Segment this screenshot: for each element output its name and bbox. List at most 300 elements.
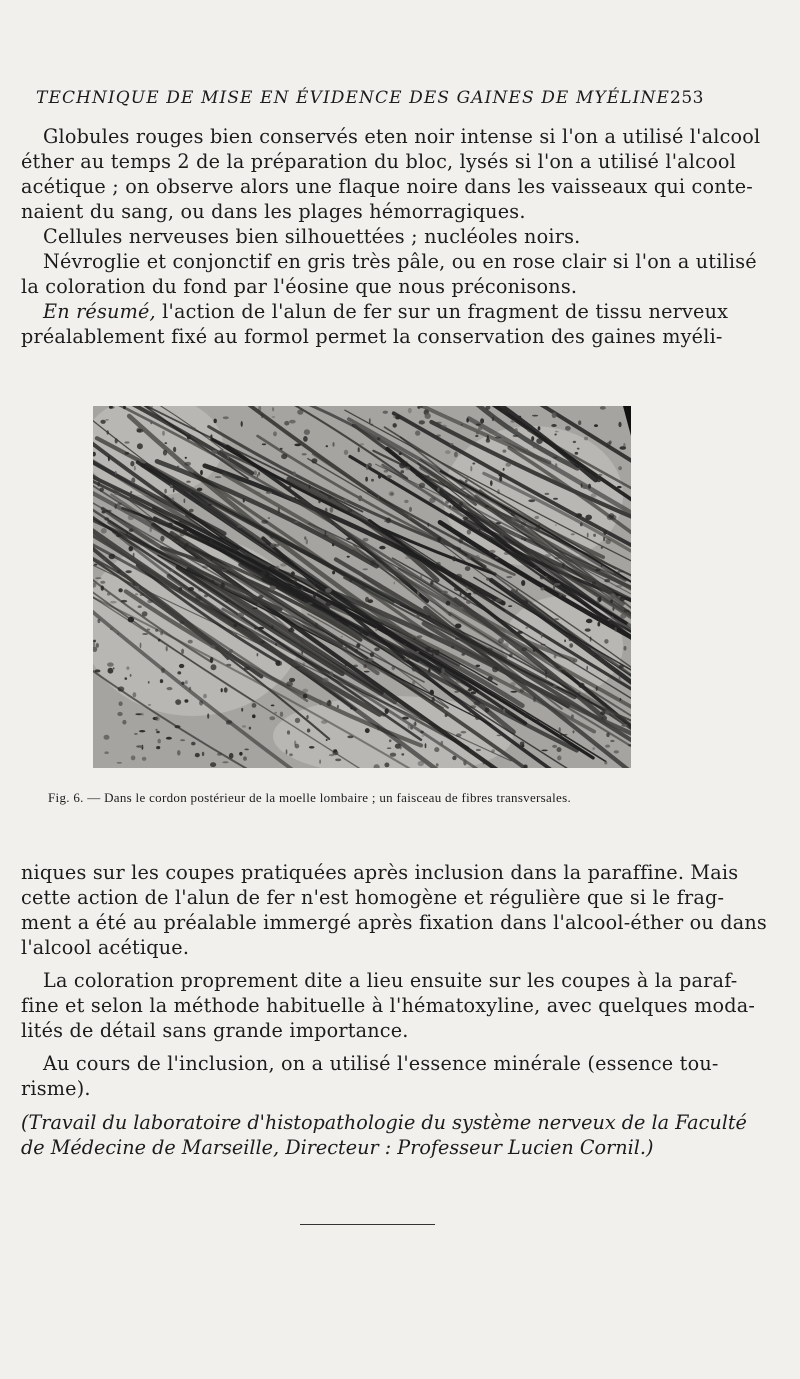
cell-nucleus <box>128 515 134 520</box>
cell-nucleus <box>451 646 454 649</box>
end-rule <box>300 1224 435 1225</box>
cell-nucleus <box>378 473 381 479</box>
cell-nucleus <box>452 756 456 760</box>
cell-nucleus <box>179 587 182 591</box>
cell-nucleus <box>559 593 562 596</box>
cell-nucleus <box>533 697 536 703</box>
cell-nucleus <box>418 761 424 766</box>
cell-nucleus <box>239 752 242 756</box>
cell-nucleus <box>503 709 505 714</box>
cell-nucleus <box>475 716 479 720</box>
cell-nucleus <box>592 747 595 750</box>
cell-nucleus <box>107 593 110 596</box>
cell-nucleus <box>620 698 622 701</box>
cell-nucleus <box>404 659 406 662</box>
cell-nucleus <box>562 563 564 569</box>
cell-nucleus <box>584 437 588 441</box>
cell-nucleus <box>229 753 234 759</box>
text-line: acétique ; on observe alors une flaque noire dans les vaisseaux qui conte- <box>21 175 753 198</box>
cell-nucleus <box>186 481 190 483</box>
cell-nucleus <box>196 502 199 504</box>
cell-nucleus <box>332 571 335 575</box>
text-line: fine et selon la méthode habituelle à l'hématoxyline, avec quelques moda- <box>21 994 756 1017</box>
cell-nucleus <box>180 531 185 536</box>
cell-nucleus <box>445 450 451 454</box>
cell-nucleus <box>186 543 189 547</box>
cell-nucleus <box>384 520 387 522</box>
cell-nucleus <box>513 533 518 537</box>
cell-nucleus <box>108 668 114 674</box>
cell-nucleus <box>289 420 296 424</box>
cell-nucleus <box>214 419 217 424</box>
cell-nucleus <box>427 615 431 617</box>
cell-nucleus <box>459 538 464 543</box>
cell-nucleus <box>465 480 467 483</box>
cell-nucleus <box>539 524 541 529</box>
cell-nucleus <box>347 509 352 512</box>
cell-nucleus <box>211 450 217 454</box>
cell-nucleus <box>223 416 229 419</box>
cell-nucleus <box>260 641 265 644</box>
cell-nucleus <box>332 751 338 756</box>
cell-nucleus <box>559 734 562 737</box>
cell-nucleus <box>437 537 441 542</box>
paragraph <box>21 224 707 249</box>
cell-nucleus <box>179 621 184 625</box>
cell-nucleus <box>97 482 100 487</box>
cell-nucleus <box>295 666 300 668</box>
cell-nucleus <box>255 492 261 494</box>
cell-nucleus <box>355 649 358 653</box>
cell-nucleus <box>452 556 456 561</box>
cell-nucleus <box>371 479 374 482</box>
cell-nucleus <box>155 629 158 632</box>
cell-nucleus <box>332 543 334 546</box>
cell-nucleus <box>525 627 528 629</box>
cell-nucleus <box>408 408 412 413</box>
cell-nucleus <box>171 497 174 501</box>
cell-nucleus <box>524 714 529 718</box>
cell-nucleus <box>504 552 510 555</box>
cell-nucleus <box>278 507 280 513</box>
cell-nucleus <box>534 567 538 570</box>
cell-nucleus <box>107 662 114 666</box>
cell-nucleus <box>136 745 143 748</box>
cell-nucleus <box>528 499 535 502</box>
cell-nucleus <box>177 466 180 468</box>
cell-nucleus <box>531 436 534 441</box>
cell-nucleus <box>545 675 547 679</box>
cell-nucleus <box>533 447 538 449</box>
cell-nucleus <box>475 555 480 560</box>
cell-nucleus <box>95 577 101 579</box>
cell-nucleus <box>541 632 543 638</box>
cell-nucleus <box>370 424 373 426</box>
cell-nucleus <box>140 593 144 596</box>
cell-nucleus <box>555 463 557 468</box>
cell-nucleus <box>197 488 203 492</box>
cell-nucleus <box>233 547 237 553</box>
cell-nucleus <box>492 417 494 421</box>
cell-nucleus <box>441 741 444 746</box>
cell-nucleus <box>468 593 472 596</box>
cell-nucleus <box>470 705 477 708</box>
cell-nucleus <box>454 452 458 458</box>
cell-nucleus <box>495 437 501 439</box>
cell-nucleus <box>189 687 191 691</box>
cell-nucleus <box>164 489 167 494</box>
cell-nucleus <box>204 594 208 597</box>
cell-nucleus <box>270 534 274 538</box>
cell-nucleus <box>110 627 113 630</box>
cell-nucleus <box>620 613 626 618</box>
cell-nucleus <box>365 477 368 482</box>
cell-nucleus <box>461 653 465 656</box>
paragraph <box>21 860 767 960</box>
cell-nucleus <box>211 558 213 561</box>
cell-nucleus <box>134 466 136 471</box>
cell-nucleus <box>545 672 547 674</box>
cell-nucleus <box>169 569 174 571</box>
cell-nucleus <box>188 640 193 644</box>
cell-nucleus <box>593 534 596 537</box>
cell-nucleus <box>508 605 512 607</box>
cell-nucleus <box>600 406 606 410</box>
cell-nucleus <box>526 449 528 454</box>
cell-nucleus <box>293 472 296 477</box>
cell-nucleus <box>271 705 275 707</box>
cell-nucleus <box>101 585 104 590</box>
cell-nucleus <box>227 455 229 459</box>
cell-nucleus <box>174 536 181 541</box>
cell-nucleus <box>401 470 405 473</box>
cell-nucleus <box>377 725 379 731</box>
cell-nucleus <box>588 484 591 489</box>
cell-nucleus <box>160 536 164 542</box>
cell-nucleus <box>156 729 158 731</box>
cell-nucleus <box>387 475 392 478</box>
cell-nucleus <box>445 713 448 717</box>
cell-nucleus <box>503 408 509 414</box>
cell-nucleus <box>110 406 115 408</box>
cell-nucleus <box>461 424 463 426</box>
cell-nucleus <box>513 435 518 437</box>
cell-nucleus <box>222 569 229 571</box>
cell-nucleus <box>455 638 459 640</box>
cell-nucleus <box>404 461 407 463</box>
cell-nucleus <box>466 555 471 560</box>
cell-nucleus <box>588 699 590 702</box>
cell-nucleus <box>502 534 504 539</box>
cell-nucleus <box>506 576 512 578</box>
cell-nucleus <box>487 676 492 681</box>
cell-nucleus <box>170 484 173 488</box>
cell-nucleus <box>543 448 547 451</box>
cell-nucleus <box>418 407 421 409</box>
cell-nucleus <box>590 637 592 642</box>
cell-nucleus <box>592 581 596 585</box>
cell-nucleus <box>306 602 313 604</box>
cell-nucleus <box>225 600 229 602</box>
cell-nucleus <box>598 474 603 476</box>
cell-nucleus <box>113 667 115 669</box>
cell-nucleus <box>118 588 122 592</box>
cell-nucleus <box>288 486 291 489</box>
cell-nucleus <box>302 662 305 666</box>
cell-nucleus <box>490 480 493 486</box>
cell-nucleus <box>362 586 368 589</box>
cell-nucleus <box>476 431 479 435</box>
cell-nucleus <box>192 427 196 431</box>
cell-nucleus <box>309 485 311 489</box>
cell-nucleus <box>301 588 304 591</box>
cell-nucleus <box>203 694 207 699</box>
cell-nucleus <box>266 492 272 494</box>
cell-nucleus <box>463 760 466 766</box>
cell-nucleus <box>624 646 627 651</box>
cell-nucleus <box>375 628 377 631</box>
cell-nucleus <box>612 607 614 611</box>
cell-nucleus <box>564 639 566 642</box>
cell-nucleus <box>117 570 121 573</box>
paragraph <box>21 124 761 224</box>
cell-nucleus <box>608 619 611 621</box>
text-line <box>21 299 729 324</box>
cell-nucleus <box>124 441 129 443</box>
cell-nucleus <box>322 678 329 683</box>
cell-nucleus <box>160 631 163 635</box>
cell-nucleus <box>452 546 456 549</box>
cell-nucleus <box>319 760 321 764</box>
cell-nucleus <box>385 708 389 714</box>
cell-nucleus <box>554 618 560 620</box>
cell-nucleus <box>221 582 225 588</box>
text-line: de Médecine de Marseille, Directeur : Professeur Lucien Cornil.) <box>21 1136 654 1159</box>
cell-nucleus <box>158 639 161 642</box>
cell-nucleus <box>374 648 380 652</box>
cell-nucleus <box>554 655 557 659</box>
cell-nucleus <box>130 491 132 493</box>
cell-nucleus <box>151 522 153 524</box>
cell-nucleus <box>387 747 391 749</box>
cell-nucleus <box>175 725 181 728</box>
cell-nucleus <box>553 457 558 459</box>
cell-nucleus <box>536 438 543 444</box>
cell-nucleus <box>614 572 620 575</box>
cell-nucleus <box>243 756 247 760</box>
cell-nucleus <box>578 683 584 688</box>
cell-nucleus <box>224 687 228 692</box>
cell-nucleus <box>533 649 536 651</box>
cell-nucleus <box>371 560 376 566</box>
cell-nucleus <box>131 755 136 760</box>
cell-nucleus <box>104 517 109 520</box>
cell-nucleus <box>610 593 615 599</box>
cell-nucleus <box>325 602 331 606</box>
cell-nucleus <box>119 701 123 706</box>
cell-nucleus <box>489 600 494 603</box>
cell-nucleus <box>417 591 420 596</box>
cell-nucleus <box>470 466 472 471</box>
cell-nucleus <box>344 450 348 455</box>
cell-nucleus <box>557 756 561 761</box>
cell-nucleus <box>260 571 266 575</box>
cell-nucleus <box>271 625 273 629</box>
cell-nucleus <box>108 456 110 462</box>
cell-nucleus <box>280 448 283 450</box>
cell-nucleus <box>135 593 138 595</box>
cell-nucleus <box>268 517 270 519</box>
cell-nucleus <box>155 716 160 721</box>
cell-nucleus <box>413 638 415 641</box>
cell-nucleus <box>134 733 138 735</box>
cell-nucleus <box>392 666 396 671</box>
cell-nucleus <box>476 665 481 667</box>
cell-nucleus <box>467 529 471 534</box>
cell-nucleus <box>332 442 334 447</box>
cell-nucleus <box>167 523 173 528</box>
cell-nucleus <box>116 535 121 537</box>
cell-nucleus <box>306 715 308 719</box>
cell-nucleus <box>425 475 430 477</box>
cell-nucleus <box>545 493 550 495</box>
cell-nucleus <box>280 712 283 717</box>
cell-nucleus <box>597 622 600 627</box>
cell-nucleus <box>426 647 431 653</box>
cell-nucleus <box>289 678 295 682</box>
cell-nucleus <box>497 735 502 737</box>
text-line: Au cours de l'inclusion, on a utilisé l'essence minérale (essence tou- <box>43 1052 719 1075</box>
cell-nucleus <box>114 493 119 495</box>
cell-nucleus <box>437 487 439 491</box>
cell-nucleus <box>363 664 366 668</box>
cell-nucleus <box>313 582 316 586</box>
cell-nucleus <box>133 553 135 558</box>
cell-nucleus <box>211 664 217 670</box>
cell-nucleus <box>554 583 560 586</box>
cell-nucleus <box>474 701 481 705</box>
cell-nucleus <box>249 727 251 730</box>
cell-nucleus <box>335 759 341 762</box>
cell-nucleus <box>486 438 490 442</box>
cell-nucleus <box>294 740 296 745</box>
cell-nucleus <box>544 554 550 558</box>
cell-nucleus <box>541 644 546 646</box>
cell-nucleus <box>430 581 433 585</box>
cell-nucleus <box>103 558 106 561</box>
cell-nucleus <box>114 504 117 509</box>
cell-nucleus <box>313 593 316 598</box>
cell-nucleus <box>394 582 396 585</box>
cell-nucleus <box>117 633 119 635</box>
cell-nucleus <box>261 414 263 419</box>
cell-nucleus <box>323 535 329 537</box>
cell-nucleus <box>207 713 209 718</box>
cell-nucleus <box>503 468 505 471</box>
cell-nucleus <box>475 435 478 437</box>
cell-nucleus <box>517 631 523 634</box>
laboratory-credit <box>21 1110 747 1160</box>
cell-nucleus <box>359 630 362 634</box>
cell-nucleus <box>318 500 320 503</box>
text-line: ment a été au préalable immergé après fixation dans l'alcool-éther ou dans <box>21 911 767 934</box>
cell-nucleus <box>202 752 204 756</box>
cell-nucleus <box>586 619 593 623</box>
cell-nucleus <box>360 443 364 445</box>
cell-nucleus <box>565 426 571 431</box>
paragraph <box>21 299 729 349</box>
text-line: cette action de l'alun de fer n'est homogène et régulière que si le frag- <box>21 886 725 909</box>
cell-nucleus <box>536 719 539 723</box>
cell-nucleus <box>445 500 449 504</box>
cell-nucleus <box>254 470 257 475</box>
cell-nucleus <box>356 643 360 648</box>
cell-nucleus <box>521 538 524 540</box>
cell-nucleus <box>446 601 451 606</box>
cell-nucleus <box>184 499 186 504</box>
cell-nucleus <box>511 420 516 422</box>
cell-nucleus <box>302 689 308 693</box>
cell-nucleus <box>581 483 583 488</box>
cell-nucleus <box>400 745 402 749</box>
text-line: (Travail du laboratoire d'histopathologie du système nerveux de la Faculté <box>21 1111 747 1134</box>
cell-nucleus <box>115 438 118 443</box>
cell-nucleus <box>595 569 601 572</box>
cell-nucleus <box>275 643 277 646</box>
cell-nucleus <box>466 418 469 423</box>
cell-nucleus <box>185 457 187 459</box>
cell-nucleus <box>473 590 478 594</box>
cell-nucleus <box>299 624 303 626</box>
cell-nucleus <box>555 431 559 433</box>
cell-nucleus <box>331 522 334 525</box>
cell-nucleus <box>436 435 441 437</box>
cell-nucleus <box>144 463 150 469</box>
cell-nucleus <box>534 516 539 519</box>
cell-nucleus <box>604 579 610 582</box>
cell-nucleus <box>383 411 388 414</box>
cell-nucleus <box>254 627 256 630</box>
cell-nucleus <box>294 497 296 499</box>
cell-nucleus <box>109 554 116 560</box>
cell-nucleus <box>150 527 152 532</box>
cell-nucleus <box>483 760 485 765</box>
cell-nucleus <box>472 463 475 465</box>
cell-nucleus <box>238 613 245 618</box>
cell-nucleus <box>399 452 402 455</box>
paragraph <box>21 968 756 1043</box>
cell-nucleus <box>432 697 435 703</box>
cell-nucleus <box>131 477 135 483</box>
micrograph-image <box>93 406 631 768</box>
cell-nucleus <box>117 503 122 506</box>
cell-nucleus <box>600 711 605 715</box>
cell-nucleus <box>364 671 370 673</box>
cell-nucleus <box>330 671 333 676</box>
cell-nucleus <box>620 596 625 601</box>
cell-nucleus <box>415 430 420 435</box>
cell-nucleus <box>321 720 327 724</box>
cell-nucleus <box>160 679 163 683</box>
cell-nucleus <box>485 707 490 712</box>
cell-nucleus <box>245 749 249 751</box>
cell-nucleus <box>605 539 611 544</box>
cell-nucleus <box>380 622 384 624</box>
cell-nucleus <box>167 687 173 690</box>
cell-nucleus <box>137 443 143 449</box>
text-run: l'action de l'alun de fer sur un fragment de tissu nerveux <box>155 300 729 323</box>
cell-nucleus <box>432 653 434 658</box>
